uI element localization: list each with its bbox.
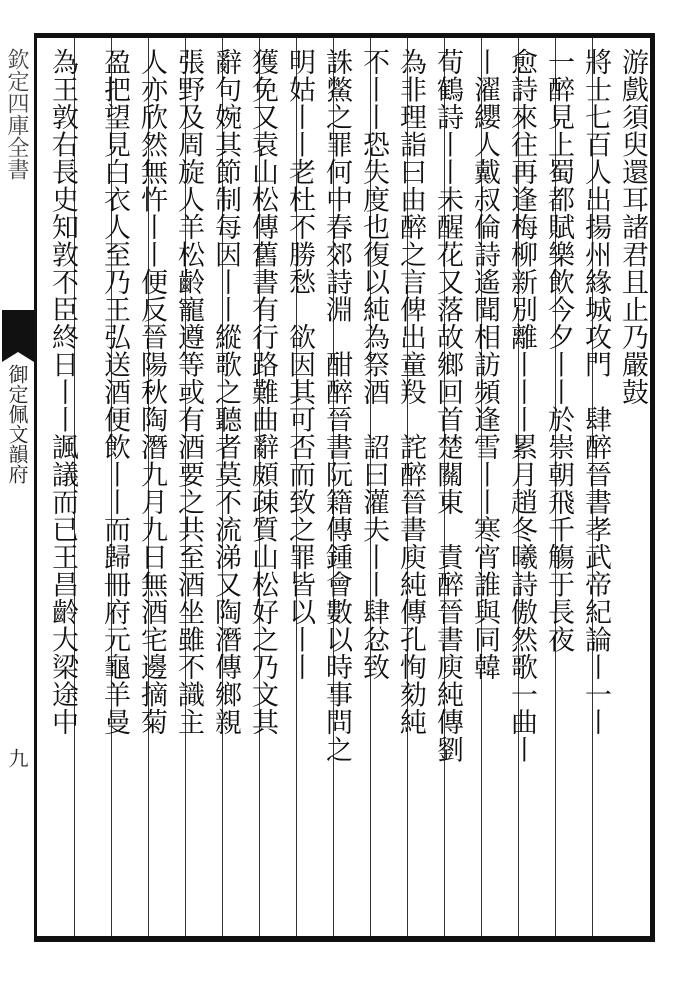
text-column-8: 不丨丨恐失度也復以純為祭酒 詔曰灌夫丨丨肆忿致: [358, 48, 389, 681]
text-column-1: 游戲須臾還耳諸君且止乃嚴鼓: [617, 48, 648, 406]
text-column-9: 誅鱉之罪何中春郊詩淵 酣醉晉書阮籍傳鍾會數以時事問之: [321, 48, 352, 763]
text-column-16: 為王敦右長史知敦不臣終日丨丨諷議而已王昌齡大梁途中: [47, 48, 78, 736]
bottom-border: [34, 936, 653, 942]
text-column-10: 明姑丨丨老杜不勝愁 欲因其可否而致之罪皆以丨丨: [284, 48, 315, 681]
text-column-13: 張野及周旋人羊松齡寵遵等或有酒要之共至酒坐雖不識主: [173, 48, 204, 736]
top-border: [34, 33, 653, 38]
margin-page-number: 九: [5, 748, 29, 768]
text-column-14: 人亦欣然無忤丨丨便反晉陽秋陶潛九月九日無酒宅邊摘菊: [136, 48, 167, 736]
text-column-3: 一醉見上蜀都賦樂飲今夕丨丨於崇朝飛千觴于長夜: [543, 48, 574, 653]
text-column-7: 為非理詣曰由醉之言俾出童羖 詫醉晉書庾純傳孔恂劾純: [395, 48, 426, 736]
text-column-5: 丨濯纓人戴叔倫詩遙聞相訪頻逢雪丨丨寒宵誰與同韓: [469, 48, 500, 681]
text-column-2: 將士七百人出揚州緣城攻門 肆醉晉書孝武帝紀論丨一丨: [580, 48, 611, 736]
text-column-12: 辭句婉其節制每因丨丨縱歌之聽者莫不流涕又陶潛傳鄉親: [210, 48, 241, 736]
left-border: [34, 33, 37, 942]
right-border: [650, 33, 655, 942]
text-column-15: 盈把望見白衣人至乃王弘送酒便飲丨丨而歸冊府元龜羊曼: [99, 48, 130, 736]
fishtail-mark: [2, 310, 34, 352]
page-margin: [2, 48, 34, 928]
text-column-6: 荀鶴詩丨丨未醒花又落故鄉回首楚關東 責醉晉書庾純傳劉: [432, 48, 463, 763]
text-column-4: 愈詩來往再逢梅柳新別離丨丨丨累月趙冬曦詩傲然歌一曲丨: [506, 48, 537, 763]
margin-header: 欽定四庫全書: [4, 48, 29, 180]
margin-book-title: 御定佩文韻府: [5, 364, 29, 484]
text-column-11: 獲免又袁山松傳舊書有行路難曲辭頗疎質山松好之乃文其: [247, 48, 278, 736]
